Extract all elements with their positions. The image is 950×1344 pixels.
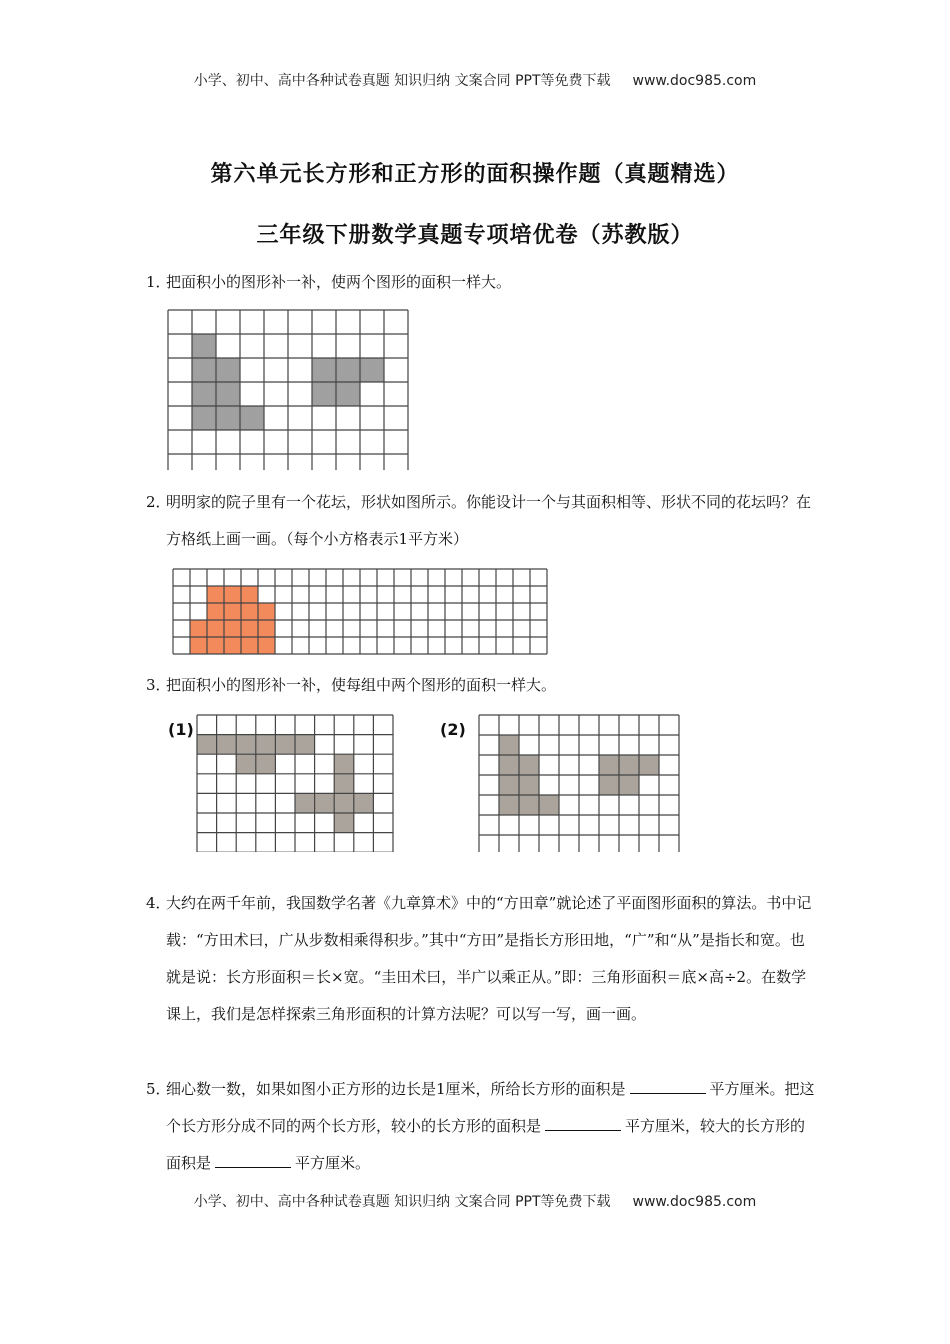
figure-2-filled-cell	[241, 603, 258, 620]
figure-1-filled-cell	[360, 358, 384, 382]
figure-3-1-filled-cell	[354, 793, 374, 813]
figure-3-1-filled-cell	[236, 754, 256, 774]
footer-text: 小学、初中、高中各种试卷真题 知识归纳 文案合同 PPT等免费下载	[193, 1194, 611, 1210]
figure-3-1-filled-cell	[275, 735, 295, 755]
figure-1-filled-cell	[192, 358, 216, 382]
figure-3-1-filled-cell	[334, 754, 354, 774]
figure-2-filled-cell	[207, 586, 224, 603]
question-number: 2．	[146, 493, 171, 511]
figure-3-2-filled-cell	[499, 735, 519, 755]
figure-3-2-filled-cell	[639, 755, 659, 775]
figure-2-filled-cell	[258, 637, 275, 654]
figure-3-2-filled-cell	[599, 775, 619, 795]
header-text: 小学、初中、高中各种试卷真题 知识归纳 文案合同 PPT等免费下载	[193, 73, 611, 89]
figure-1-filled-cell	[216, 382, 240, 406]
figure-1-filled-cell	[240, 406, 264, 430]
figure-3-1-filled-cell	[295, 793, 315, 813]
figure-3-1-filled-cell	[334, 813, 354, 833]
question-4	[146, 885, 816, 1033]
question-text: 明明家的院子里有一个花坛，形状如图所示。你能设计一个与其面积相等、形状不同的花坛吗？在方格纸上画一画。（每个小方格表示1平方米）	[166, 493, 812, 548]
question-text: 把面积小的图形补一补，使每组中两个图形的面积一样大。	[166, 676, 557, 694]
figure-1-filled-cell	[216, 406, 240, 430]
question-number: 1．	[146, 273, 171, 291]
figure-3-2-filled-cell	[499, 795, 519, 815]
figure-2-filled-cell	[241, 637, 258, 654]
question-3	[146, 667, 816, 704]
figure-2-filled-cell	[224, 586, 241, 603]
figure-1-filled-cell	[336, 358, 360, 382]
question-1	[146, 264, 816, 301]
figure-3-1-filled-cell	[334, 774, 354, 794]
figure-2-filled-cell	[241, 620, 258, 637]
figure-1-filled-cell	[312, 382, 336, 406]
question-number: 5．	[146, 1080, 171, 1098]
question-number: 3．	[146, 676, 171, 694]
figure-1-filled-cell	[192, 334, 216, 358]
figure-3-1-filled-cell	[315, 793, 335, 813]
question-text-part: 平方厘米，较大的长方形的面积是	[166, 1117, 806, 1172]
question-text	[166, 1071, 816, 1182]
figure-3-label-2: (2)	[440, 720, 466, 739]
figure-3-1-filled-cell	[217, 735, 237, 755]
figure-3-1-filled-cell	[295, 735, 315, 755]
figure-2-filled-cell	[258, 603, 275, 620]
figure-2-filled-cell	[241, 586, 258, 603]
header-banner	[0, 70, 950, 90]
figure-1-filled-cell	[192, 382, 216, 406]
figure-3-2-filled-cell	[519, 795, 539, 815]
page-subtitle: 三年级下册数学真题专项培优卷（苏教版）	[256, 223, 694, 248]
footer-banner	[0, 1191, 950, 1211]
question-text: 大约在两千年前，我国数学名著《九章算术》中的“方田章”就论述了平面图形面积的算法。书中记载：“方田术曰，广从步数相乘得积步。”其中“方田”是指长方形田地，“广”和“从”是指长和宽。也就是说：长方形面积＝长×宽。“圭田术曰，半广以乘正从。”即：三角形面积＝底×高÷2。在数学课上，我们是怎样探索三角形面积的计算方法呢？可以写一写，画一画。	[166, 894, 812, 1023]
figure-2-filled-cell	[224, 603, 241, 620]
header-url[interactable]: www.doc985.com	[632, 73, 757, 89]
figure-1-filled-cell	[336, 382, 360, 406]
answer-blank-3[interactable]	[215, 1153, 291, 1168]
question-text-part: 细心数一数，如果如图小正方形的边长是1厘米，所给长方形的面积是	[166, 1080, 626, 1098]
figure-1-grid	[167, 309, 409, 470]
question-5	[146, 1071, 816, 1182]
figure-3-1-filled-cell	[236, 735, 256, 755]
figure-2-filled-cell	[224, 637, 241, 654]
figure-1-filled-cell	[192, 406, 216, 430]
figure-3-grid-2	[478, 714, 680, 852]
figure-3-2-filled-cell	[499, 755, 519, 775]
footer-url[interactable]: www.doc985.com	[632, 1194, 757, 1210]
figure-3-2-filled-cell	[519, 755, 539, 775]
figure-3-2-filled-cell	[619, 775, 639, 795]
figure-2-filled-cell	[258, 620, 275, 637]
answer-blank-2[interactable]	[545, 1116, 621, 1131]
figure-3-2-filled-cell	[599, 755, 619, 775]
figure-2-filled-cell	[190, 637, 207, 654]
question-text: 把面积小的图形补一补，使两个图形的面积一样大。	[166, 273, 512, 291]
figure-2-filled-cell	[190, 620, 207, 637]
page-title: 第六单元长方形和正方形的面积操作题（真题精选）	[210, 162, 740, 187]
question-2	[146, 484, 816, 558]
figure-2-filled-cell	[207, 637, 224, 654]
question-text-part: 平方厘米。把这个长方形分成不同的两个长方形，较小的长方形的面积是	[166, 1080, 815, 1135]
figure-2-filled-cell	[207, 603, 224, 620]
figure-1-filled-cell	[216, 358, 240, 382]
figure-3-2-filled-cell	[619, 755, 639, 775]
figure-2-filled-cell	[224, 620, 241, 637]
question-number: 4．	[146, 894, 171, 912]
figure-3-label-1: (1)	[168, 720, 194, 739]
figure-2-grid	[172, 568, 548, 656]
figure-3-1-filled-cell	[256, 735, 276, 755]
figure-3-2-filled-cell	[519, 775, 539, 795]
figure-3-2-filled-cell	[539, 795, 559, 815]
figure-1-filled-cell	[312, 358, 336, 382]
figure-3-2-filled-cell	[499, 775, 519, 795]
answer-blank-1[interactable]	[630, 1079, 706, 1094]
figure-3-1-filled-cell	[197, 735, 217, 755]
question-text-part: 平方厘米。	[295, 1154, 371, 1172]
figure-3-grid-1	[196, 714, 396, 852]
figure-3-1-filled-cell	[334, 793, 354, 813]
figure-3-1-filled-cell	[256, 754, 276, 774]
figure-2-filled-cell	[207, 620, 224, 637]
